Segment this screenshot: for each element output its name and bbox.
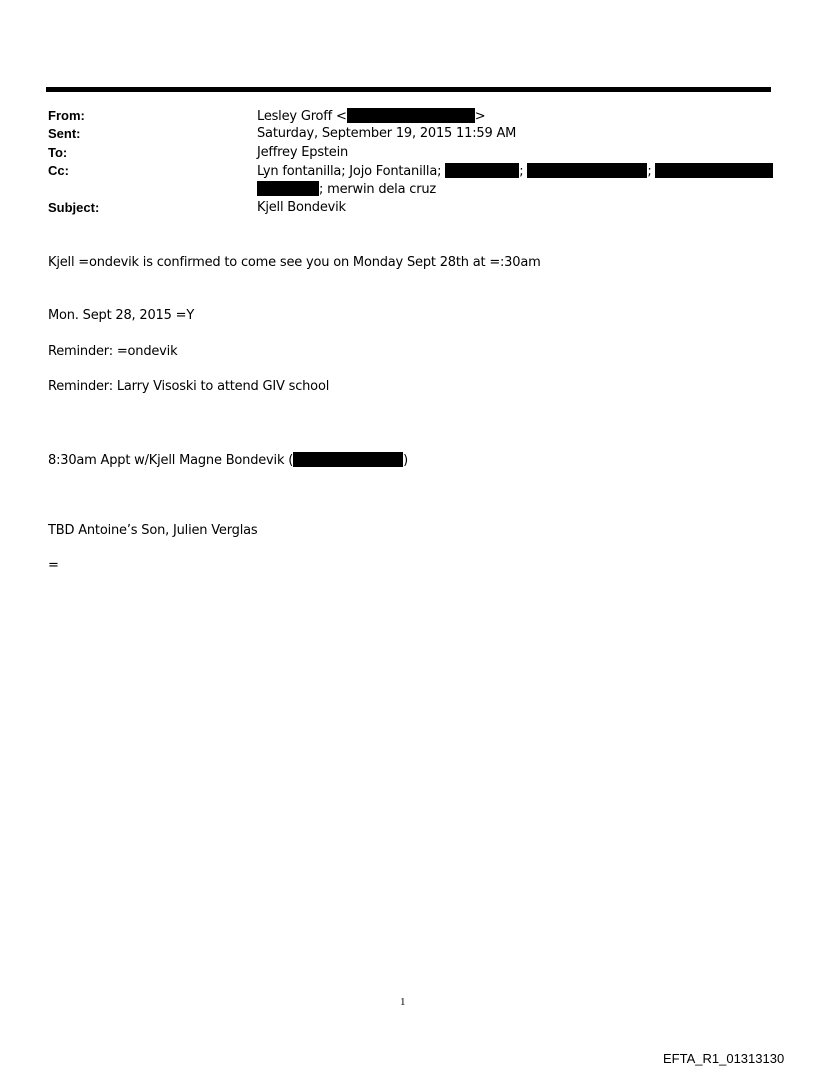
redaction-block <box>445 163 519 178</box>
cc-value-line1 <box>257 163 773 179</box>
sent-label: Sent: <box>48 126 81 141</box>
header-rule <box>46 87 771 92</box>
to-value: Jeffrey Epstein <box>257 145 349 160</box>
cc-separator: ; <box>647 164 652 179</box>
appointment-close: ) <box>403 453 408 468</box>
cc-value-line2 <box>257 181 436 197</box>
body-line: Reminder: =ondevik <box>48 344 178 359</box>
redaction-block <box>257 181 319 196</box>
body-line <box>48 452 408 468</box>
redaction-block <box>293 452 403 467</box>
appointment-text: 8:30am Appt w/Kjell Magne Bondevik ( <box>48 453 294 468</box>
redaction-block <box>347 108 475 123</box>
cc-label: Cc: <box>48 163 69 178</box>
from-close: > <box>474 109 486 124</box>
cc-names-cont: ; merwin dela cruz <box>319 182 437 197</box>
subject-label: Subject: <box>48 200 100 215</box>
cc-names: Lyn fontanilla; Jojo Fontanilla; <box>257 164 442 179</box>
from-value <box>257 108 485 124</box>
from-sender: Lesley Groff < <box>257 109 347 124</box>
cc-separator: ; <box>519 164 524 179</box>
subject-value: Kjell Bondevik <box>257 200 346 215</box>
body-line: Mon. Sept 28, 2015 =Y <box>48 308 195 323</box>
redaction-block <box>527 163 647 178</box>
page-number: 1 <box>400 996 406 1008</box>
body-line: Reminder: Larry Visoski to attend GIV school <box>48 379 330 394</box>
sent-value: Saturday, September 19, 2015 11:59 AM <box>257 126 517 141</box>
to-label: To: <box>48 145 68 160</box>
body-line: TBD Antoine’s Son, Julien Verglas <box>48 523 258 538</box>
body-line: = <box>48 558 59 573</box>
document-id: EFTA_R1_01313130 <box>663 1051 785 1066</box>
redaction-block <box>655 163 773 178</box>
from-label: From: <box>48 108 85 123</box>
body-line: Kjell =ondevik is confirmed to come see you on Monday Sept 28th at =:30am <box>48 255 541 270</box>
